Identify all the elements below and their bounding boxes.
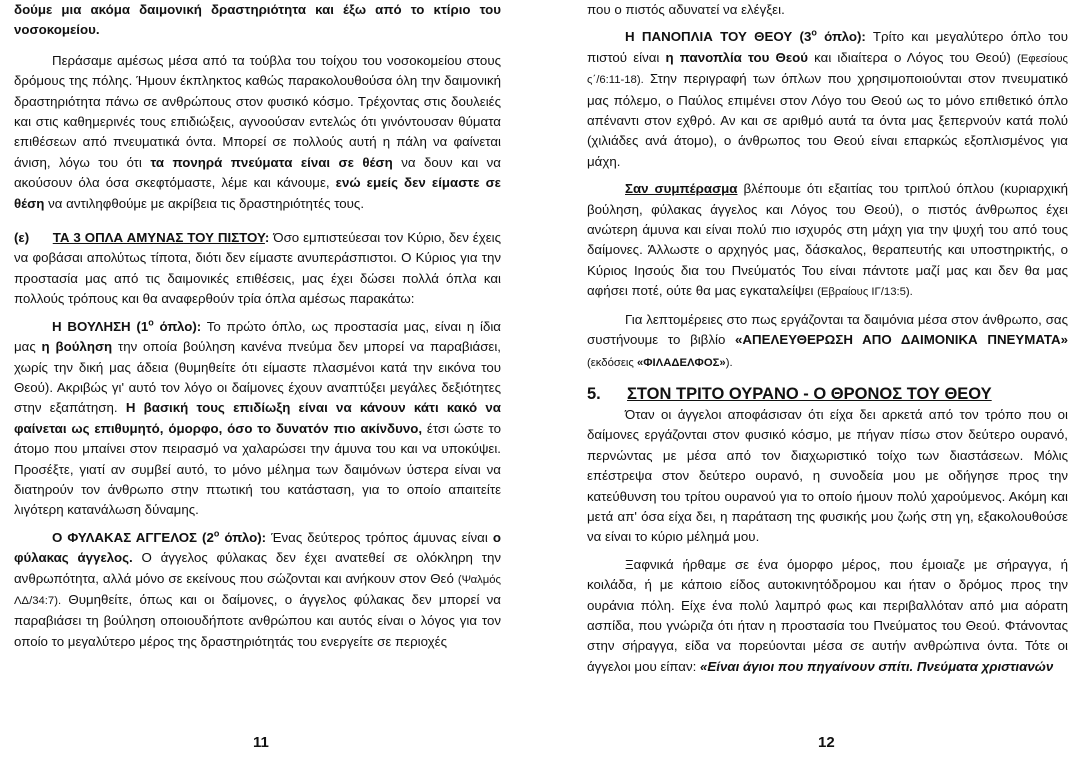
right-paragraph-4: Για λεπτομέρειες στο πως εργάζονται τα δαιμόνια μέσα στον άνθρωπο, σας συστήνουμε το βιβλίο «ΑΠΕΛΕΥΘΕΡΩΣΗ ΑΠΟ ΔΑΙΜΟΝΙΚΑ ΠΝΕΥΜΑΤΑ» (εκδόσεις «ΦΙΛΑΔΕΛΦΟΣ»). (587, 311, 1068, 369)
subheading-guardian-angel: Ο ΦΥΛΑΚΑΣ ΑΓΓΕΛΟΣ (2 (52, 529, 214, 545)
conclusion-label: Σαν συμπέρασμα (625, 181, 738, 197)
right-page (587, 0, 1068, 677)
left-paragraph-2: Περάσαμε αμέσως μέσα από τα τούβλα του τοίχου του νοσοκομείου στους δρόμους της πόλης. Ήμουν έκπληκτος καθώς παρακολουθούσα όλη την δαιμονική δραστηριότητα πάνω σε ανθρώπους στον φυσικό κόσμο. Τρέχοντας στις δουλειές και στις καθημερινές τους επιδιώξεις, αγνοούσαν εντελώς ότι γινόντουσαν θύματα επιθέσεων από πνευματικά όντα. Μπορεί σε πολλούς αυτή η πάλη να φαίνεται άνιση, λόγω του ότι τα πονηρά πνεύματα είναι σε θέση να δουν και να ακούσουν όλα όσα σκεφτόμαστε, λέμε και κάνουμε, ενώ εμείς δεν είμαστε σε θέση να αντιληφθούμε με ακρίβεια τις δραστηριότητές τους. (14, 52, 501, 211)
left-p1-text: δούμε μια ακόμα δαιμονική δραστηριότητα και έξω από το κτίριο του νοσοκομείου. (14, 2, 501, 38)
page-number-right: 12 (818, 734, 835, 751)
section-title: ΣΤΟΝ ΤΡΙΤΟ ΟΥΡΑΝΟ - Ο ΘΡΟΝΟΣ ΤΟΥ ΘΕΟΥ (627, 384, 992, 403)
right-paragraph-2: Η ΠΑΝΟΠΛΙΑ ΤΟΥ ΘΕΟΥ ($3^o$ όπλο): Τρίτο και μεγαλύτερο όπλο του πιστού είναι η πανοπλία του Θεού και ιδιαίτερα ο Λόγος του Θεού) (Εφεσίους ς΄/6:11-18). Στην περιγραφή των όπλων που χρησιμοποιούνται στον πνευματικό μας πόλεμο, ο Παύλος επιμένει στον Λόγο του Θεού ως το μόνο επιθετικό όπλο απέναντι στον εχθρό. Αν και σε αριθμό αυτά τα όντα μας ξεπερνούν κατά πολύ (χιλιάδες ανά άτομο), ο άνθρωπος του Θεού είναι επαρκώς εξοπλισμένος για μάχη. (587, 27, 1068, 169)
book-title: «ΑΠΕΛΕΥΘΕΡΩΣΗ ΑΠΟ ΔΑΙΜΟΝΙΚΑ ΠΝΕΥΜΑΤΑ» (735, 332, 1068, 348)
left-paragraph-3: (ε) ΤΑ 3 ΟΠΛΑ ΑΜΥΝΑΣ ΤΟΥ ΠΙΣΤΟΥ: Όσο εμπιστεύεσαι τον Κύριο, δεν έχεις να φοβάσαι απολύτως τίποτα, διότι δεν είμαστε ανυπεράσπιστοι. Ο Κύριος για την προστασία μας από τις δαιμονικές επιθέσεις, μας έχει δώσει πολλά όπλα και πολλούς τρόπους και θα αναφερθούν τρία όπλα αμέσως παρακάτω: (14, 230, 502, 307)
right-paragraph-1: που ο πιστός αδυνατεί να ελέγξει. (587, 2, 785, 17)
right-paragraph-3: Σαν συμπέρασμα βλέπουμε ότι εξαιτίας του τριπλού όπλου (κυριαρχική βούληση, φύλακας άγγελος και Λόγος του Θεού), ο πιστός άνθρωπος έχει ανώτερη άμυνα και είναι πολύ πιο ισχυρός στη μάχη για την ψυχή του από τους δαίμονες. Άλλωστε ο αρχηγός μας, δάσκαλος, θεραπευτής και υποστηρικτής, ο Κύριος Ιησούς δια του Πνεύματός Του είναι πάντοτε μαζί μας και δεν θα μας αφήσει ποτέ, ούτε θα μας εγκαταλείψει (Εβραίους ΙΓ/13:5). (587, 181, 1068, 299)
right-paragraph-6: Ξαφνικά ήρθαμε σε ένα όμορφο μέρος, που έμοιαζε με σήραγγα, ή κοιλάδα, ή με κάποιο είδος αυτοκινητόδρομου και ήταν ο δρόμος προς την ουράνια πόλη. Είχε ένα πολύ λαμπρό φως και περιβαλλόταν από μια αόρατη ασπίδα, που γνώριζα ότι ήταν η προστασία του Πνεύματος του Θεού. Φτάνοντας στην σήραγγα, είδα να πορεύονται μέσα σε αυτήν ανθρώπινα όντα. Τότε οι άγγελοι μου είπαν: «Είναι άγιοι που πηγαίνουν σπίτι. Πνεύματα χριστιανών (587, 556, 1068, 674)
section-heading-5 (587, 383, 1068, 405)
page-number-left: 11 (253, 734, 269, 751)
subheading-armor: Η ΠΑΝΟΠΛΙΑ ΤΟΥ ΘΕΟΥ (3 (625, 29, 812, 45)
left-paragraph-5: Ο ΦΥΛΑΚΑΣ ΑΓΓΕΛΟΣ ($2^o$ όπλο): Ένας δεύτερος τρόπος άμυνας είναι ο φύλακας άγγελος. Ο άγγελος φύλακας δεν έχει ανατεθεί σε ολόκληρη την ανθρωπότητα, αλλά μόνο σε εκείνους που σώζονται και ανήκουν στον Θεό (Ψαλμός ΛΔ/34:7). Θυμηθείτε, όπως και οι δαίμονες, ο άγγελος φύλακας δεν μπορεί να παραβιάσει τη βούληση οποιουδήποτε ανθρώπου και αυτός είναι ο λόγος για τον οποίο το μεγαλύτερο μέρος της δραστηριότητάς του ενεργείτε σε περιοχές (14, 528, 501, 649)
list-marker: (ε) (14, 230, 30, 246)
right-paragraph-5: Όταν οι άγγελοι αποφάσισαν ότι είχα δει αρκετά από τον τρόπο που οι δαίμονες εργάζονται στον φυσικό κόσμο, με πήγαν πίσω στον δεύτερο ουρανό, περνώντας με μέσα από τον διαχωριστικό τοίχο των διαστάσεων. Μόλις επέστρεψα στον δεύτερο ουρανό, η συνοδεία μου με οδήγησε προς την κατεύθυνση του τρίτου ουρανού για το οποίο ήμουν πολύ χαρούμενος. Ακόμη και μετά απ' όσα είχα δει, η παράταση της φυσικής μου ζωής στη γη, εξακολουθούσε να είναι το κύριο μέλημά μου. (587, 406, 1068, 545)
left-paragraph-1 (14, 0, 501, 41)
left-page (14, 0, 501, 652)
section-number: 5. (587, 384, 601, 403)
left-paragraph-4: Η ΒΟΥΛΗΣΗ ($1^o$ όπλο): Το πρώτο όπλο, ως προστασία μας, είναι η ίδια μας η βούληση την οποία βούληση κανένα πνεύμα δεν μπορεί να παραβιάσει, χωρίς την δική μας άδεια (θυμηθείτε ότι είμαστε πλασμένοι κατά την εικόνα του Θεού). Ακριβώς γι' αυτό τον λόγο οι δαίμονες έχουν αναπτύξει μεγάλες δεξιότητες στην εξαπάτηση. Η βασική τους επιδίωξη είναι να κάνουν κάτι κακό να φαίνεται ως επιθυμητό, όμορφο, όσο το δυνατόν πιο ακίνδυνο, έτσι ώστε το άτομο που μπαίνει στον πειρασμό να χαλαρώσει την άμυνα του και να υποκύψει. Προσέξτε, γιατί αν συμβεί αυτό, το μόνο μέλημα των δαιμόνων ύστερα είναι να διατηρούν τον άνθρωπο στην πτωτική του κατάσταση, για το οποίο απαιτείτε λιγότερη κατανάλωση δύναμης. (14, 317, 501, 518)
publisher-name: «ΦΙΛΑΔΕΛΦΟΣ» (636, 356, 726, 369)
subheading-will: Η ΒΟΥΛΗΣΗ (1 (52, 318, 149, 334)
section-heading: ΤΑ 3 ΟΠΛΑ ΑΜΥΝΑΣ ΤΟΥ ΠΙΣΤΟΥ (52, 230, 265, 246)
